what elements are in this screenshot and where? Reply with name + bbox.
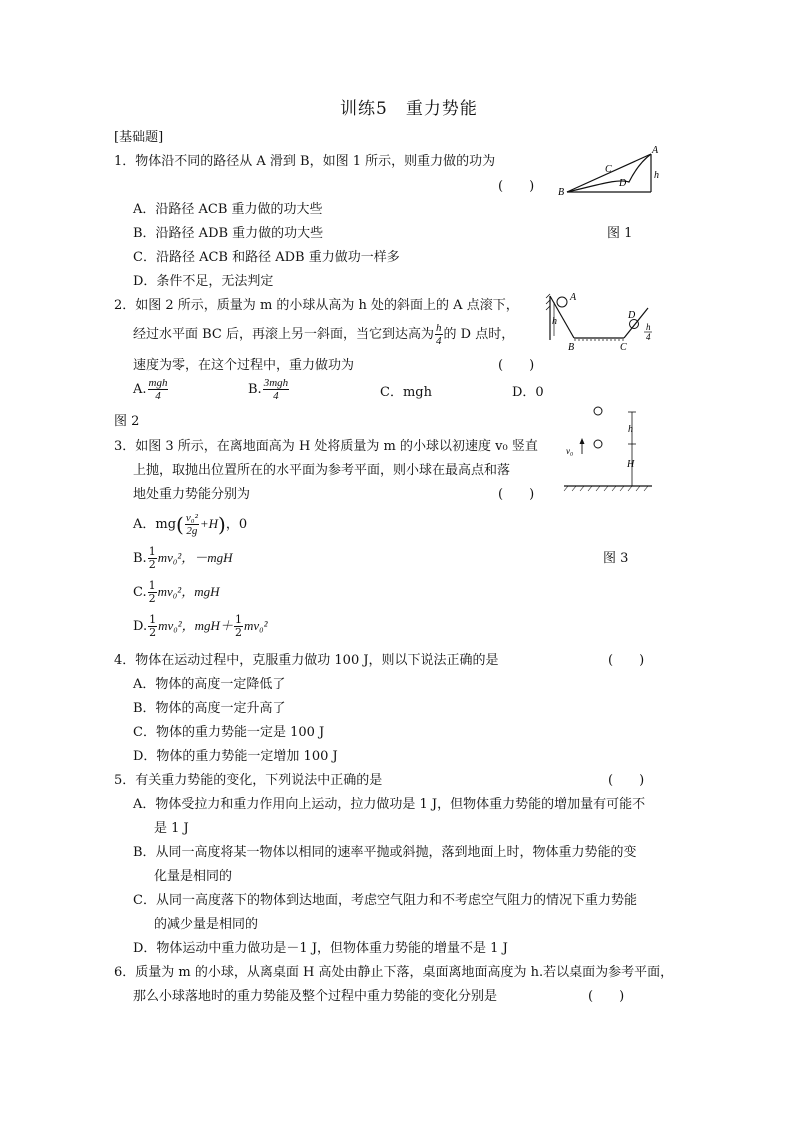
- question-2-answer-paren: ( ): [498, 358, 535, 373]
- question-2-option-d: D．0: [512, 385, 544, 400]
- figure-1-label-a: A: [652, 145, 659, 156]
- question-2-line-2: [133, 322, 514, 347]
- question-3-line-1: 3．如图 3 所示，在离地面高为 H 处将质量为 m 的小球以初速度 v₀ 竖直: [114, 439, 538, 454]
- question-3-line-2: 上抛，取抛出位置所在的水平面为参考平面，则小球在最高点和落: [133, 463, 511, 478]
- question-1-option-c: C．沿路径 ACB 和路径 ADB 重力做功一样多: [133, 250, 400, 265]
- figure-2-label-h: h: [552, 316, 557, 327]
- question-1-stem: 1．物体沿不同的路径从 A 滑到 B，如图 1 所示，则重力做的功为: [114, 154, 496, 169]
- figure-3-label-v0: v₀: [566, 446, 574, 456]
- question-6-line-1: 6．质量为 m 的小球，从离桌面 H 高处由静止下落，桌面离地面高度为 h.若以桌面为参考平面，: [114, 965, 674, 980]
- figure-1-label-d: D: [619, 178, 627, 189]
- figure-3-label-h: h: [628, 424, 633, 435]
- question-5-stem: 5．有关重力势能的变化，下列说法中正确的是: [114, 773, 383, 788]
- figure-2-label-b: B: [568, 342, 575, 352]
- figure-3-caption: 图 3: [603, 551, 629, 566]
- question-6-answer-paren: ( ): [588, 989, 625, 1004]
- question-3-line-3: 地处重力势能分别为: [133, 487, 251, 502]
- question-2-option-c: C．mgh: [380, 385, 432, 400]
- page-title: 训练5 重力势能: [340, 99, 478, 119]
- figure-3-vertical-throw-diagram: [560, 402, 656, 494]
- question-1-option-a: A．沿路径 ACB 重力做的功大些: [133, 202, 323, 217]
- question-5-option-c-line-1: C．从同一高度落下的物体到达地面，考虑空气阻力和不考虑空气阻力的情况下重力势能: [133, 893, 637, 908]
- question-2-line-2-text: 经过水平面 BC 后，再滚上另一斜面，当它到达高为: [133, 327, 435, 342]
- question-3-answer-paren: ( ): [498, 487, 535, 502]
- figure-2-label-a: A: [570, 292, 577, 303]
- question-3-option-c: C. $\frac{1}{2}$ mv₀²，mgH: [133, 579, 220, 605]
- question-5-answer-paren: ( ): [608, 773, 645, 788]
- question-3-option-b: B. $\frac{1}{2}$ mv₀²，－mgH: [133, 545, 233, 571]
- figure-2-track-diagram: [540, 290, 660, 352]
- question-2-line-3: 速度为零，在这个过程中，重力做功为: [133, 358, 355, 373]
- figure-2-label-d: D: [628, 310, 636, 321]
- figure-1-incline-diagram: [555, 142, 665, 198]
- question-2-option-b: B. $\frac{\text{3mgh}}{4}$: [248, 377, 289, 402]
- question-2-option-a: A. $\frac{\text{mgh}}{4}$: [133, 377, 168, 402]
- figure-1-caption: 图 1: [607, 226, 633, 241]
- question-2-line-1: 2．如图 2 所示，质量为 m 的小球从高为 h 处的斜面上的 A 点滚下，: [114, 298, 519, 313]
- figure-1-label-c: C: [605, 164, 612, 175]
- question-4-option-b: B．物体的高度一定升高了: [133, 701, 286, 716]
- question-5-option-c-line-2: 的减少量是相同的: [154, 917, 259, 932]
- question-3-option-d: D. $\frac{1}{2}$ mv₀²，mgH＋ $\frac{1}{2}$ mv₀²: [133, 613, 268, 639]
- question-5-option-a-line-2: 是 1 J: [154, 821, 189, 836]
- section-label: [基础题]: [114, 130, 164, 145]
- question-5-option-b-line-2: 化量是相同的: [154, 869, 233, 884]
- figure-2-label-c: C: [620, 342, 627, 352]
- figure-3-label-H: H: [627, 459, 635, 470]
- question-4-option-a: A．物体的高度一定降低了: [133, 677, 286, 692]
- question-5-option-b-line-1: B．从同一高度将某一物体以相同的速率平抛或斜抛，落到地面上时，物体重力势能的变: [133, 845, 637, 860]
- question-4-answer-paren: ( ): [608, 653, 645, 668]
- question-1-option-b: B．沿路径 ADB 重力做的功大些: [133, 226, 324, 241]
- question-1-option-d: D．条件不足，无法判定: [133, 274, 274, 289]
- figure-1-label-h: h: [654, 170, 659, 181]
- question-5-option-a-line-1: A．物体受拉力和重力作用向上运动，拉力做功是 1 J，但物体重力势能的增加量有可能不: [133, 797, 646, 812]
- fraction-h-over-4: $\frac{h}{4}$: [436, 322, 442, 347]
- question-2-line-2-tail: 的 D 点时，: [443, 327, 515, 342]
- question-4-option-c: C．物体的重力势能一定是 100 J: [133, 725, 325, 740]
- figure-2-caption: 图 2: [114, 414, 140, 429]
- question-4-option-d: D．物体的重力势能一定增加 100 J: [133, 749, 338, 764]
- figure-2-label-h4-num: h: [646, 322, 651, 332]
- question-1-answer-paren: ( ): [498, 179, 535, 194]
- question-6-line-2: 那么小球落地时的重力势能及整个过程中重力势能的变化分别是: [133, 989, 498, 1004]
- figure-1-label-b: B: [558, 187, 565, 198]
- figure-2-label-h4-den: 4: [646, 332, 651, 342]
- question-5-option-d: D．物体运动中重力做功是－1 J，但物体重力势能的增量不是 1 J: [133, 941, 508, 956]
- question-3-option-a: A．mg( $\frac{\text{v₀²}}{2g}$ +H)，0: [133, 512, 248, 537]
- question-4-stem: 4．物体在运动过程中，克服重力做功 100 J，则以下说法正确的是: [114, 653, 499, 668]
